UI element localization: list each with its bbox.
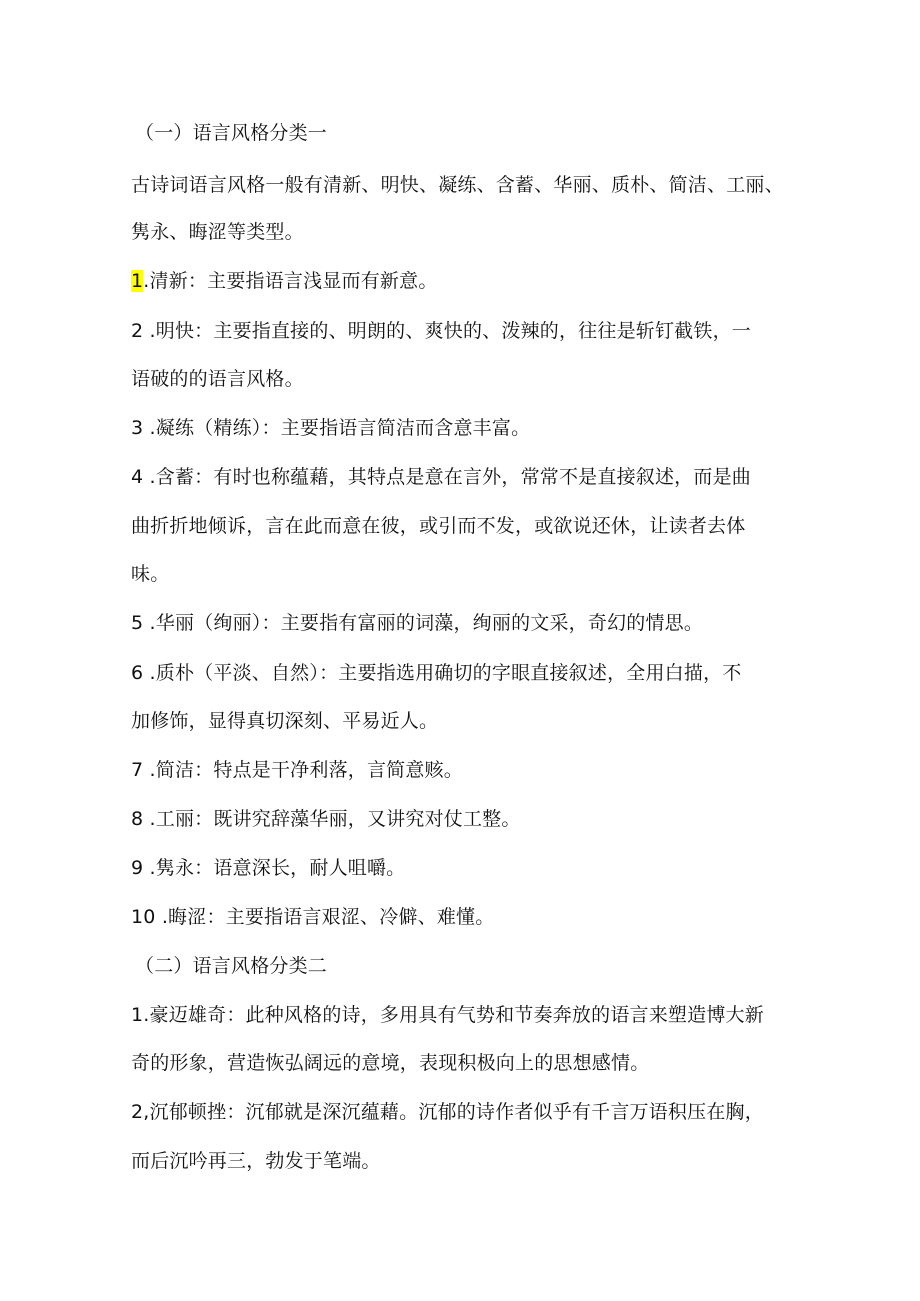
item-2-line-1: 2 .明快：主要指直接的、明朗的、爽快的、泼辣的，往往是斩钉截铁，一 (131, 320, 751, 342)
item-4-line-2: 曲折折地倾诉，言在此而意在彼，或引而不发，或欲说还休，让读者去体 (131, 515, 746, 537)
section1-heading: （一）语言风格分类一 (135, 122, 328, 144)
intro-line-1: 古诗词语言风格一般有清新、明快、凝练、含蓄、华丽、质朴、简洁、工丽、 (131, 174, 784, 196)
item-1 (131, 268, 811, 294)
s2-item-1-line-2: 奇的形象，营造恢弘阔远的意境，表现积极向上的思想感情。 (131, 1052, 650, 1074)
item-9: 9 .隽永：语意深长，耐人咀嚼。 (131, 857, 406, 879)
item-8: 8 .工丽：既讲究辞藻华丽，又讲究对仗工整。 (131, 808, 521, 830)
s2-item-1-line-1: 1.豪迈雄奇：此种风格的诗，多用具有气势和节奏奔放的语言来塑造博大新 (131, 1004, 764, 1026)
item-6-line-1: 6 .质朴（平淡、自然）：主要指选用确切的字眼直接叙述，全用白描，不 (131, 662, 742, 684)
item-4-line-1: 4 .含蓄：有时也称蕴藉，其特点是意在言外，常常不是直接叙述，而是曲 (131, 466, 751, 488)
item-7: 7 .简洁：特点是干净利落，言简意赅。 (131, 759, 463, 781)
item-6-line-2: 加修饰，显得真切深刻、平易近人。 (131, 710, 439, 732)
item-1-text: .清新：主要指语言浅显而有新意。 (143, 270, 438, 292)
highlight-mark: 1 (131, 270, 144, 292)
item-2-line-2: 语破的的语言风格。 (131, 368, 304, 390)
s2-item-2-line-2: 而后沉吟再三，勃发于笔端。 (131, 1150, 381, 1172)
item-10: 10 .晦涩：主要指语言艰涩、冷僻、难懂。 (131, 906, 495, 928)
section2-heading: （二）语言风格分类二 (135, 955, 328, 977)
s2-item-2-line-1: 2,沉郁顿挫：沉郁就是深沉蕴藉。沉郁的诗作者似乎有千言万语积压在胸， (131, 1101, 764, 1123)
item-4-line-3: 味。 (131, 563, 170, 585)
item-3: 3 .凝练（精练）：主要指语言简洁而含意丰富。 (131, 417, 531, 439)
intro-line-2: 隽永、晦涩等类型。 (131, 221, 304, 243)
item-5: 5 .华丽（绚丽）：主要指有富丽的词藻，绚丽的文采，奇幻的情思。 (131, 612, 704, 634)
